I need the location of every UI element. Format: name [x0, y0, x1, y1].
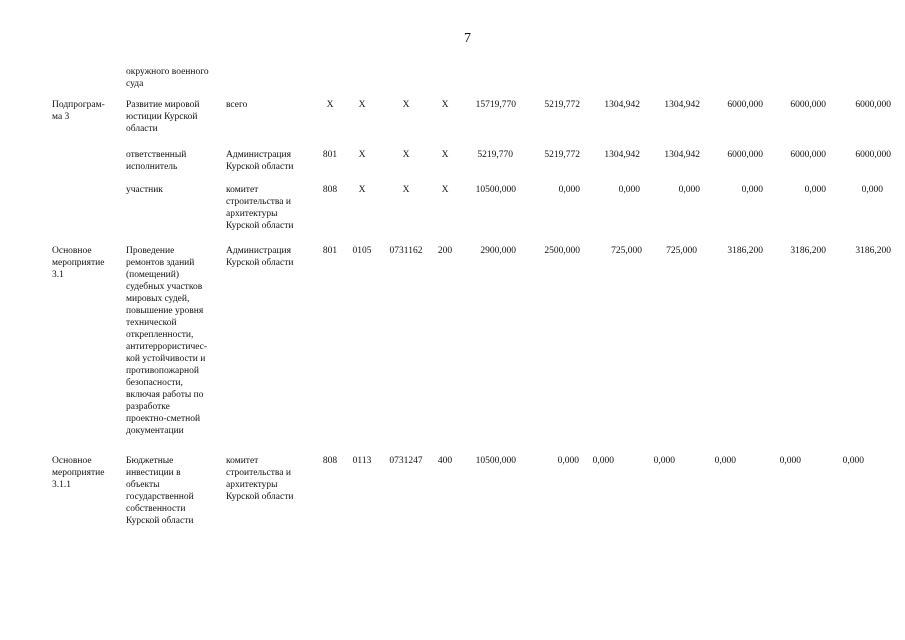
name-cell: проектно-сметной — [126, 414, 201, 424]
status-cell: мероприятие — [52, 258, 105, 268]
value-cell: 6000,000 — [790, 100, 826, 110]
name-cell: ответственный — [126, 150, 187, 160]
grbs-cell: 801 — [322, 246, 338, 256]
value-cell: 1304,942 — [604, 100, 640, 110]
name-cell: ремонтов зданий — [126, 258, 195, 268]
executor-cell: Администрация — [226, 246, 291, 256]
executor-cell: архитектуры — [226, 209, 278, 219]
vr-cell: 400 — [437, 456, 453, 466]
csr-cell: X — [402, 150, 410, 160]
status-cell: 3.1.1 — [52, 480, 71, 490]
value-cell: 0,000 — [618, 185, 640, 195]
grbs-cell: X — [326, 100, 334, 110]
page-number: 7 — [464, 31, 471, 46]
rzpr-cell: 0105 — [352, 246, 372, 256]
value-cell: 5219,772 — [544, 150, 580, 160]
status-cell: ма 3 — [52, 112, 70, 122]
grbs-cell: 801 — [322, 150, 338, 160]
name-cell: собственности — [126, 504, 186, 514]
grbs-cell: 808 — [322, 456, 338, 466]
value-cell: 0,000 — [592, 456, 614, 466]
executor-cell: Курской области — [226, 162, 294, 172]
value-cell: 0,000 — [741, 185, 763, 195]
rzpr-cell: 0113 — [352, 456, 372, 466]
value-cell: 5219,770 — [477, 150, 513, 160]
name-cell: разработке — [126, 402, 170, 412]
value-cell: 1304,942 — [664, 150, 700, 160]
executor-cell: Курской области — [226, 221, 294, 231]
name-cell: открепленности, — [126, 330, 194, 340]
name-cell: участник — [126, 185, 163, 195]
value-cell: 725,000 — [666, 246, 697, 256]
executor-cell: комитет — [226, 185, 259, 195]
name-cell: повышение уровня — [126, 306, 204, 316]
value-cell: 0,000 — [779, 456, 801, 466]
name-cell: (помещений) — [126, 270, 179, 280]
vr-cell: 200 — [437, 246, 453, 256]
csr-cell: X — [402, 100, 410, 110]
value-cell: 725,000 — [611, 246, 642, 256]
name-cell: объекты — [126, 480, 160, 490]
name-cell: кой устойчивости и — [126, 354, 206, 364]
name-cell: технической — [126, 318, 177, 328]
grbs-cell: 808 — [322, 185, 338, 195]
value-cell: 1304,942 — [604, 150, 640, 160]
status-cell: Основное — [52, 456, 92, 466]
value-cell: 3186,200 — [790, 246, 826, 256]
executor-cell: Администрация — [226, 150, 291, 160]
name-cell: Курской области — [126, 516, 194, 526]
value-cell: 0,000 — [557, 456, 579, 466]
executor-cell: всего — [226, 100, 248, 110]
continuation-text: суда — [126, 79, 144, 89]
rzpr-cell: X — [358, 150, 366, 160]
value-cell: 10500,000 — [475, 456, 516, 466]
vr-cell: X — [441, 150, 449, 160]
name-cell: противопожарной — [126, 366, 199, 376]
executor-cell: Курской области — [226, 258, 294, 268]
value-cell: 1304,942 — [664, 100, 700, 110]
value-cell: 2500,000 — [544, 246, 580, 256]
status-cell: Подпрограм- — [52, 100, 105, 110]
name-cell: судебных участков — [126, 282, 203, 292]
executor-cell: Курской области — [226, 492, 294, 502]
value-cell: 3186,200 — [855, 246, 891, 256]
status-cell: мероприятие — [52, 468, 105, 478]
executor-cell: комитет — [226, 456, 259, 466]
value-cell: 6000,000 — [855, 150, 891, 160]
rzpr-cell: X — [358, 100, 366, 110]
name-cell: документации — [126, 426, 184, 436]
vr-cell: X — [441, 185, 449, 195]
value-cell: 5219,772 — [544, 100, 580, 110]
value-cell: 0,000 — [714, 456, 736, 466]
name-cell: мировых судей, — [126, 294, 190, 304]
name-cell: Бюджетные — [126, 456, 174, 466]
value-cell: 10500,000 — [475, 185, 516, 195]
value-cell: 6000,000 — [727, 150, 763, 160]
name-cell: инвестиции в — [126, 468, 181, 478]
value-cell: 3186,200 — [727, 246, 763, 256]
value-cell: 2900,000 — [480, 246, 516, 256]
rzpr-cell: X — [358, 185, 366, 195]
csr-cell: X — [402, 185, 410, 195]
continuation-text: окружного военного — [126, 67, 209, 77]
executor-cell: архитектуры — [226, 480, 278, 490]
name-cell: Проведение — [126, 246, 175, 256]
value-cell: 0,000 — [861, 185, 883, 195]
name-cell: Развитие мировой — [126, 100, 200, 110]
name-cell: включая работы по — [126, 390, 204, 400]
name-cell: безопасности, — [126, 378, 183, 388]
value-cell: 6000,000 — [790, 150, 826, 160]
value-cell: 6000,000 — [727, 100, 763, 110]
value-cell: 0,000 — [558, 185, 580, 195]
vr-cell: X — [441, 100, 449, 110]
status-cell: Основное — [52, 246, 92, 256]
value-cell: 0,000 — [653, 456, 675, 466]
name-cell: юстиции Курской — [126, 112, 198, 122]
value-cell: 0,000 — [678, 185, 700, 195]
executor-cell: строительства и — [226, 468, 291, 478]
value-cell: 0,000 — [842, 456, 864, 466]
name-cell: антитеррористичес- — [126, 342, 208, 352]
value-cell: 6000,000 — [855, 100, 891, 110]
name-cell: области — [126, 124, 158, 134]
executor-cell: строительства и — [226, 197, 291, 207]
status-cell: 3.1 — [52, 270, 64, 280]
csr-cell: 0731162 — [389, 246, 423, 256]
csr-cell: 0731247 — [389, 456, 423, 466]
value-cell: 0,000 — [804, 185, 826, 195]
name-cell: государственной — [126, 492, 194, 502]
name-cell: исполнитель — [126, 162, 178, 172]
value-cell: 15719,770 — [475, 100, 516, 110]
